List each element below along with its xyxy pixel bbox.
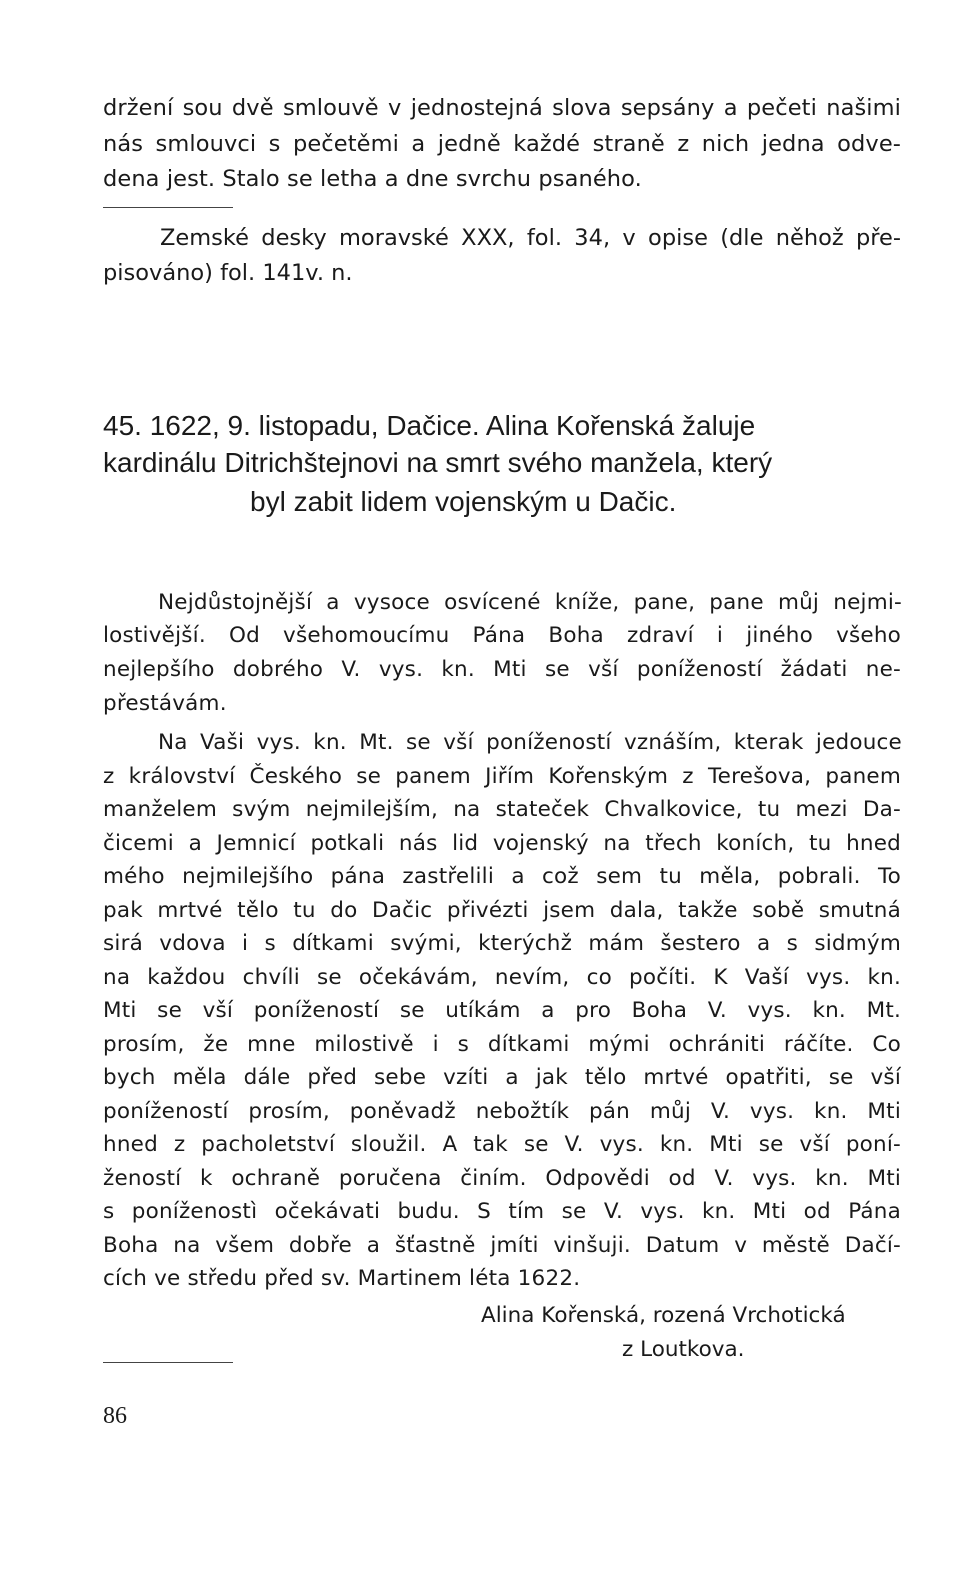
body-line: bych měla dále před sebe vzíti a jak tělo mrtvé opatřiti, se vší <box>103 1065 901 1090</box>
footer-divider <box>103 1362 233 1363</box>
page-number: 86 <box>103 1403 127 1429</box>
signature-name: Alina Kořenská, rozená Vrchotická <box>481 1303 846 1328</box>
document-heading-line: kardinálu Ditrichštejnovi na smrt svého manžela, který <box>103 447 773 478</box>
body-line: prosím, že mne milostivě i s dítkami mými ochrániti ráčíte. Co <box>103 1032 901 1057</box>
body-line: cích ve středu před sv. Martinem léta 1622. <box>103 1266 581 1291</box>
body-line: lostivější. Od všehomoucímu Pána Boha zdraví i jiného všeho <box>103 623 901 648</box>
body-line: hned z pacholetství sloužil. A tak se V. vys. kn. Mti se vší poní- <box>103 1132 901 1157</box>
body-line: z království Českého se panem Jiřím Kořenským z Terešova, panem <box>103 764 901 789</box>
footnote-divider <box>103 207 233 208</box>
intro-line: nás smlouvci s pečetěmi a jedně každé straně z nich jedna odve- <box>103 131 901 157</box>
body-line: přestávám. <box>103 691 227 716</box>
document-heading-line: byl zabit lidem vojenským u Dačic. <box>250 486 677 517</box>
body-line: ponížeností prosím, poněvadž nebožtík pán můj V. vys. kn. Mti <box>103 1099 901 1124</box>
body-line: Mti se vší ponížeností se utíkám a pro Boha V. vys. kn. Mt. <box>103 998 901 1023</box>
body-line: sirá vdova i s dítkami svými, kterýchž mám šestero a s sidmým <box>103 931 901 956</box>
source-note-line: pisováno) fol. 141v. n. <box>103 260 353 286</box>
body-line: Boha na všem dobře a šťastně jmíti vinšuji. Datum v městě Dačí- <box>103 1233 901 1258</box>
body-line: pak mrtvé tělo tu do Dačic přivézti jsem dala, takže sobě smutná <box>103 898 901 923</box>
body-line: mého nejmilejšího pána zastřelili a což sem tu měla, pobrali. To <box>103 864 901 889</box>
body-line: s poníženostì očekávati budu. S tím se V. vys. kn. Mti od Pána <box>103 1199 901 1224</box>
intro-line: dena jest. Stalo se letha a dne svrchu psaného. <box>103 166 642 192</box>
body-line: manželem svým nejmilejším, na stateček Chvalkovice, tu mezi Da- <box>103 797 901 822</box>
document-heading-line: 45. 1622, 9. listopadu, Dačice. Alina Kořenská žaluje <box>103 410 756 441</box>
body-line: žeností k ochraně poručena činím. Odpovědi od V. vys. kn. Mti <box>103 1166 901 1191</box>
source-note-line: Zemské desky moravské XXX, fol. 34, v opise (dle něhož pře- <box>160 225 901 251</box>
intro-line: držení sou dvě smlouvě v jednostejná slova sepsány a pečeti našimi <box>103 95 901 121</box>
body-line: nejlepšího dobrého V. vys. kn. Mti se vší ponížeností žádati ne- <box>103 657 901 682</box>
signature-origin: z Loutkova. <box>622 1337 745 1362</box>
body-line: čicemi a Jemnicí potkali nás lid vojenský na třech koních, tu hned <box>103 831 901 856</box>
body-line: Nejdůstojnější a vysoce osvícené kníže, pane, pane můj nejmi- <box>158 590 902 615</box>
body-line: na každou chvíli se očekávám, nevím, co počíti. K Vaší vys. kn. <box>103 965 901 990</box>
body-line: Na Vaši vys. kn. Mt. se vší ponížeností vznáším, kterak jedouce <box>158 730 902 755</box>
